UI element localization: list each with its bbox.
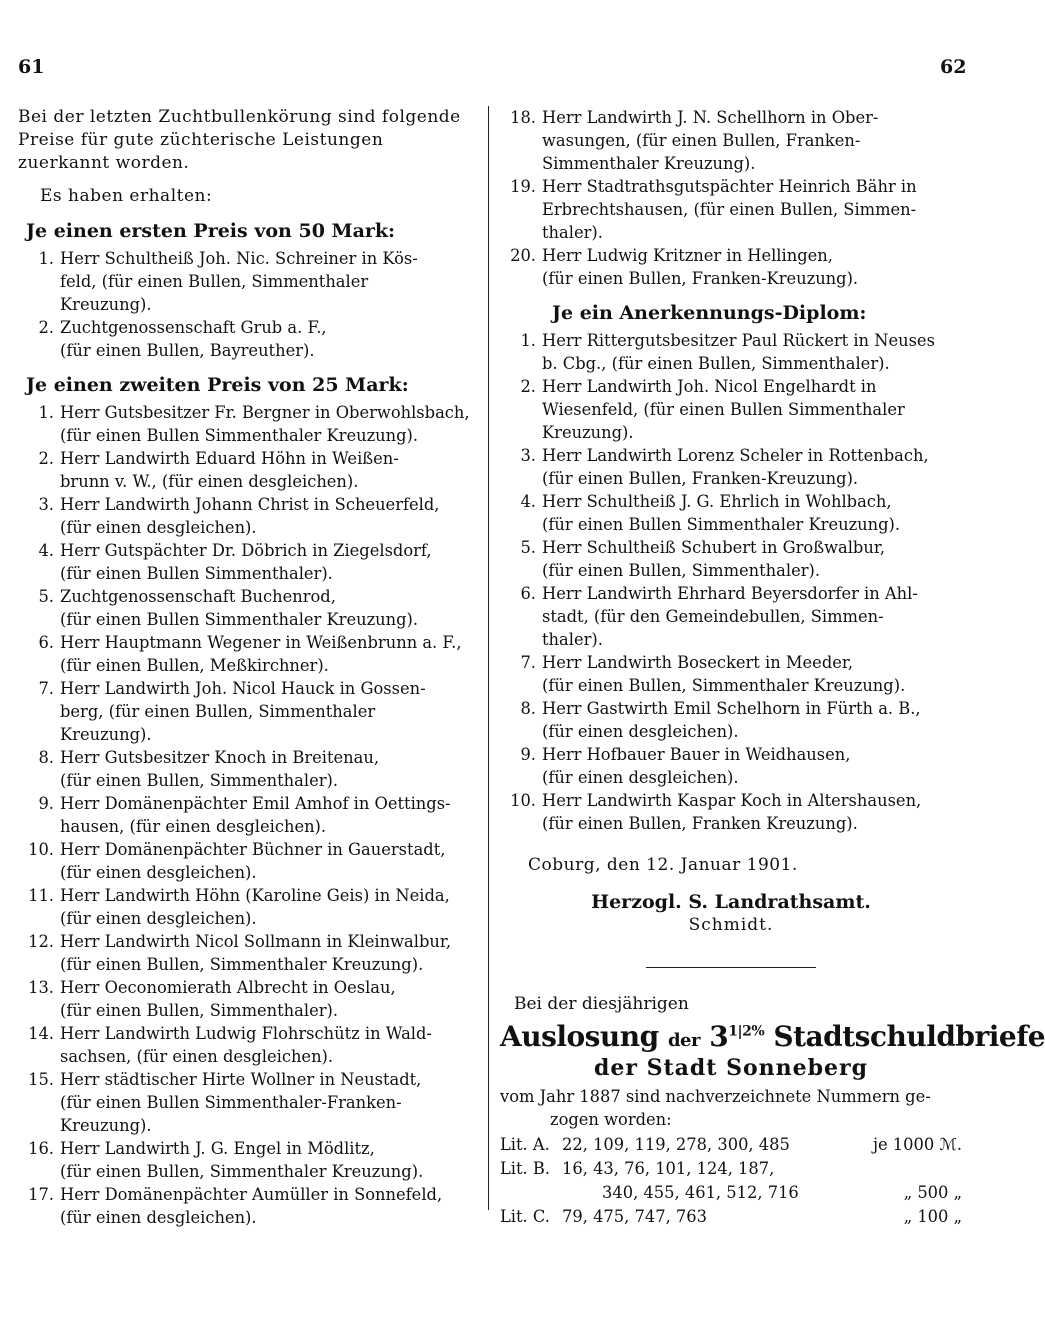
- list-item-line: b. Cbg., (für einen Bullen, Simmenthaler).: [542, 354, 890, 373]
- list-item-number: 3.: [520, 446, 536, 465]
- list-item-line: (für einen desgleichen).: [542, 768, 739, 787]
- list-item-number: 19.: [510, 177, 536, 196]
- list-item-text: [60, 247, 480, 316]
- lot-row: [500, 1157, 962, 1181]
- list-item-number: 13.: [28, 978, 54, 997]
- list-item: [18, 792, 480, 838]
- list-item-number: 3.: [38, 495, 54, 514]
- section-rule: [646, 967, 816, 968]
- list-item-line: (für einen Bullen, Franken Kreuzung).: [542, 814, 858, 833]
- list-item-number: 2.: [38, 449, 54, 468]
- list-item: [500, 444, 962, 490]
- list-item-text: [60, 792, 480, 838]
- lot-amount: [882, 1157, 962, 1181]
- list-item-line: Herr Landwirth Joh. Nicol Engelhardt in: [542, 377, 877, 396]
- list-item: [18, 585, 480, 631]
- list-item-text: [542, 697, 962, 743]
- notice-text-line: vom Jahr 1887 sind nachverzeichnete Nummern ge-: [500, 1087, 931, 1106]
- list-item-line: Herr Schultheiß Schubert in Großwalbur,: [542, 538, 886, 557]
- list-item-number: 15.: [28, 1070, 54, 1089]
- list-item-line: (für einen Bullen Simmenthaler Kreuzung).: [60, 610, 419, 629]
- list-item-text: [60, 976, 480, 1022]
- list-item-text: [542, 651, 962, 697]
- list-item-number: 5.: [520, 538, 536, 557]
- list-item-line: Herr Oeconomierath Albrecht in Oeslau,: [60, 978, 396, 997]
- lot-numbers: 22, 109, 119, 278, 300, 485: [562, 1135, 790, 1154]
- diploma-heading: Je ein Anerkennungs-Diplom:: [552, 302, 867, 324]
- list-item-line: hausen, (für einen desgleichen).: [60, 817, 327, 836]
- list-item-line: sachsen, (für einen desgleichen).: [60, 1047, 334, 1066]
- lot-numbers: 79, 475, 747, 763: [562, 1207, 707, 1226]
- list-item: [18, 884, 480, 930]
- right-column: [500, 106, 1045, 1229]
- list-item: [500, 697, 962, 743]
- list-item-number: 7.: [38, 679, 54, 698]
- list-item-line: Herr Landwirth Johann Christ in Scheuerfeld,: [60, 495, 440, 514]
- list-item: [500, 789, 962, 835]
- list-item-line: Herr Landwirth J. G. Engel in Mödlitz,: [60, 1139, 375, 1158]
- list-item-text: [542, 444, 962, 490]
- list-item-number: 6.: [38, 633, 54, 652]
- list-item-line: (für einen Bullen Simmenthaler Kreuzung).: [60, 426, 419, 445]
- list-item-number: 9.: [520, 745, 536, 764]
- dateline: Coburg, den 12. Januar 1901.: [528, 855, 798, 875]
- list-item: [500, 175, 962, 244]
- lot-row: [500, 1205, 962, 1229]
- list-item-line: Herr Landwirth Kaspar Koch in Altershausen,: [542, 791, 922, 810]
- list-item-line: Wiesenfeld, (für einen Bullen Simmenthaler: [542, 400, 905, 419]
- list-item: [500, 651, 962, 697]
- list-item-line: Simmenthaler Kreuzung).: [542, 154, 756, 173]
- list-item-line: (für einen Bullen Simmenthaler).: [60, 564, 333, 583]
- list-item-text: [60, 401, 480, 447]
- list-item-line: Herr Gutsbesitzer Knoch in Breitenau,: [60, 748, 380, 767]
- lot-label: Lit. A.: [500, 1135, 550, 1154]
- list-item-line: Herr Schultheiß Joh. Nic. Schreiner in Kös-: [60, 249, 418, 268]
- list-item-line: Herr Stadtrathsgutspächter Heinrich Bähr in: [542, 177, 917, 196]
- list-item-line: (für einen desgleichen).: [60, 909, 257, 928]
- list-item: [18, 677, 480, 746]
- list-item-line: (für einen Bullen, Bayreuther).: [60, 341, 315, 360]
- list-item-line: (für einen Bullen, Simmenthaler Kreuzung).: [542, 676, 906, 695]
- notice-city: der Stadt Sonneberg: [593, 1055, 869, 1081]
- lot-amount: „ 500 „: [903, 1183, 962, 1202]
- list-item-line: wasungen, (für einen Bullen, Franken-: [542, 131, 861, 150]
- list-item-text: [60, 631, 480, 677]
- list-item-line: Herr Landwirth Boseckert in Meeder,: [542, 653, 854, 672]
- list-item-line: Herr Landwirth Eduard Höhn in Weißen-: [60, 449, 399, 468]
- list-item-number: 10.: [510, 791, 536, 810]
- list-item-text: [60, 746, 480, 792]
- list-item-number: 9.: [38, 794, 54, 813]
- list-item-number: 2.: [38, 318, 54, 337]
- list-item-number: 14.: [28, 1024, 54, 1043]
- notice-title-fraction: 1|2: [728, 1023, 752, 1040]
- list-item-number: 4.: [520, 492, 536, 511]
- list-item-text: [60, 539, 480, 585]
- list-item-text: [60, 316, 480, 362]
- list-item-line: Herr Hauptmann Wegener in Weißenbrunn a. F.,: [60, 633, 462, 652]
- list-item-line: Herr Landwirth Ludwig Flohrschütz in Wald-: [60, 1024, 432, 1043]
- list-item-line: (für einen Bullen, Meßkirchner).: [60, 656, 329, 675]
- list-item-line: (für einen Bullen, Franken-Kreuzung).: [542, 269, 859, 288]
- lot-row: [500, 1133, 962, 1157]
- list-item-line: Kreuzung).: [60, 1116, 152, 1135]
- list-item-line: thaler).: [542, 223, 603, 242]
- list-item-line: Herr Gastwirth Emil Schelhorn in Fürth a. B.,: [542, 699, 921, 718]
- list-item-line: Erbrechtshausen, (für einen Bullen, Simmen-: [542, 200, 917, 219]
- list-item: [500, 106, 962, 175]
- list-item-line: berg, (für einen Bullen, Simmenthaler: [60, 702, 376, 721]
- column-divider: [488, 106, 489, 1210]
- list-item-text: [542, 536, 962, 582]
- list-item-line: (für einen Bullen Simmenthaler-Franken-: [60, 1093, 402, 1112]
- list-item-line: brunn v. W., (für einen desgleichen).: [60, 472, 359, 491]
- list-item-text: [60, 677, 480, 746]
- intro-line: Bei der letzten Zuchtbullenkörung sind folgende: [18, 107, 461, 127]
- list-item-line: Herr städtischer Hirte Wollner in Neustadt,: [60, 1070, 422, 1089]
- list-item-text: [60, 1022, 480, 1068]
- list-item-line: Herr Landwirth Höhn (Karoline Geis) in Neida,: [60, 886, 450, 905]
- intro-line: Es haben erhalten:: [40, 186, 213, 206]
- list-item-line: Herr Landwirth Ehrhard Beyersdorfer in Ahl-: [542, 584, 918, 603]
- list-item-line: Herr Landwirth Nicol Sollmann in Kleinwalbur,: [60, 932, 452, 951]
- notice-title: [500, 1020, 1045, 1053]
- list-item-number: 1.: [38, 249, 54, 268]
- list-item-line: (für einen Bullen, Simmenthaler).: [60, 1001, 339, 1020]
- office-name: Herzogl. S. Landrathsamt.: [591, 891, 871, 913]
- list-item-text: [60, 930, 480, 976]
- list-item: [18, 838, 480, 884]
- list-item-text: [60, 838, 480, 884]
- notice-intro: Bei der diesjährigen: [514, 994, 689, 1014]
- lot-label: Lit. B.: [500, 1159, 551, 1178]
- list-item: [18, 746, 480, 792]
- list-item-line: Herr Rittergutsbesitzer Paul Rückert in Neuses: [542, 331, 935, 350]
- list-item-line: Herr Domänenpächter Emil Amhof in Oettings-: [60, 794, 451, 813]
- list-item-line: stadt, (für den Gemeindebullen, Simmen-: [542, 607, 884, 626]
- notice-title-der: der: [667, 1030, 700, 1051]
- list-item-text: [542, 490, 962, 536]
- list-item-line: Zuchtgenossenschaft Grub a. F.,: [60, 318, 327, 337]
- list-item: [18, 539, 480, 585]
- list-item-number: 7.: [520, 653, 536, 672]
- lot-amount: „ 100 „: [903, 1207, 962, 1226]
- list-item-line: thaler).: [542, 630, 603, 649]
- list-item-line: Kreuzung).: [60, 725, 152, 744]
- list-item-text: [60, 1137, 480, 1183]
- list-item-number: 12.: [28, 932, 54, 951]
- list-item-text: [542, 582, 962, 651]
- list-item-line: (für einen Bullen, Simmenthaler Kreuzung).: [60, 1162, 424, 1181]
- notice-text: [500, 1085, 962, 1131]
- notice-title-word: Auslosung: [500, 1020, 659, 1053]
- list-item-text: [60, 447, 480, 493]
- first-prize-list: [18, 247, 480, 362]
- list-item: [18, 447, 480, 493]
- notice-text-line: zogen worden:: [550, 1110, 672, 1129]
- second-prize-list: [18, 401, 480, 1229]
- notice-title-word: Stadtschuldbriefe: [773, 1020, 1045, 1053]
- list-item-number: 4.: [38, 541, 54, 560]
- list-item-number: 10.: [28, 840, 54, 859]
- list-item-line: Kreuzung).: [542, 423, 634, 442]
- second-prize-list-continued: [500, 106, 962, 290]
- list-item-line: (für einen Bullen Simmenthaler Kreuzung).: [542, 515, 901, 534]
- list-item: [18, 493, 480, 539]
- diploma-list: [500, 329, 962, 835]
- list-item-line: Herr Domänenpächter Aumüller in Sonnefeld,: [60, 1185, 443, 1204]
- list-item-line: (für einen desgleichen).: [542, 722, 739, 741]
- lot-numbers: 16, 43, 76, 101, 124, 187,: [562, 1159, 775, 1178]
- list-item: [18, 1183, 480, 1229]
- list-item-number: 6.: [520, 584, 536, 603]
- list-item-line: (für einen Bullen, Simmenthaler).: [60, 771, 339, 790]
- list-item: [18, 1068, 480, 1137]
- list-item-line: (für einen Bullen, Simmenthaler).: [542, 561, 821, 580]
- list-item: [500, 490, 962, 536]
- list-item-text: [542, 175, 962, 244]
- list-item-text: [542, 244, 962, 290]
- list-item-number: 1.: [38, 403, 54, 422]
- list-item: [500, 329, 962, 375]
- list-item: [18, 247, 480, 316]
- list-item: [18, 401, 480, 447]
- list-item-line: Herr Domänenpächter Büchner in Gauerstadt,: [60, 840, 446, 859]
- list-item-line: (für einen desgleichen).: [60, 518, 257, 537]
- list-item: [18, 1022, 480, 1068]
- intro-line: Preise für gute züchterische Leistungen: [18, 130, 384, 150]
- list-item-number: 11.: [28, 886, 54, 905]
- list-item-line: Herr Gutspächter Dr. Döbrich in Ziegelsdorf,: [60, 541, 432, 560]
- list-item: [18, 976, 480, 1022]
- list-item-number: 2.: [520, 377, 536, 396]
- list-item-text: [542, 743, 962, 789]
- list-item-line: feld, (für einen Bullen, Simmenthaler: [60, 272, 369, 291]
- lot-numbers: 340, 455, 461, 512, 716: [602, 1183, 799, 1202]
- page-number-right: 62: [940, 56, 967, 78]
- signature: Schmidt.: [688, 915, 774, 935]
- lot-amount: je 1000 ℳ.: [872, 1135, 962, 1154]
- lot-label: [500, 1181, 562, 1205]
- list-item-text: [60, 1068, 480, 1137]
- list-item-text: [542, 329, 962, 375]
- list-item-number: 8.: [38, 748, 54, 767]
- list-item-line: Herr Landwirth Lorenz Scheler in Rottenbach,: [542, 446, 929, 465]
- list-item-number: 20.: [510, 246, 536, 265]
- list-item: [500, 743, 962, 789]
- notice-title-percent: %: [751, 1023, 765, 1040]
- list-item-line: (für einen desgleichen).: [60, 1208, 257, 1227]
- page-number-left: 61: [18, 56, 45, 78]
- intro-line: zuerkannt worden.: [18, 153, 190, 173]
- list-item-number: 8.: [520, 699, 536, 718]
- first-prize-heading: Je einen ersten Preis von 50 Mark:: [26, 220, 396, 242]
- list-item-text: [60, 1183, 480, 1229]
- list-item-line: Herr Hofbauer Bauer in Weidhausen,: [542, 745, 851, 764]
- list-item-text: [542, 789, 962, 835]
- list-item-line: (für einen Bullen, Simmenthaler Kreuzung).: [60, 955, 424, 974]
- list-item: [18, 631, 480, 677]
- list-item-number: 17.: [28, 1185, 54, 1204]
- notice-title-number: 3: [709, 1020, 729, 1053]
- list-item-line: Herr Schultheiß J. G. Ehrlich in Wohlbach,: [542, 492, 892, 511]
- list-item-line: Herr Landwirth J. N. Schellhorn in Ober-: [542, 108, 879, 127]
- list-item: [500, 375, 962, 444]
- list-item-line: Herr Ludwig Kritzner in Hellingen,: [542, 246, 833, 265]
- lot-row: [500, 1181, 962, 1205]
- list-item-line: Kreuzung).: [60, 295, 152, 314]
- list-item-line: Herr Gutsbesitzer Fr. Bergner in Oberwohlsbach,: [60, 403, 470, 422]
- list-item: [18, 316, 480, 362]
- list-item-text: [542, 106, 962, 175]
- list-item-line: (für einen desgleichen).: [60, 863, 257, 882]
- list-item-line: Herr Landwirth Joh. Nicol Hauck in Gossen-: [60, 679, 426, 698]
- list-item-text: [60, 884, 480, 930]
- list-item: [18, 930, 480, 976]
- list-item-number: 16.: [28, 1139, 54, 1158]
- list-item-line: (für einen Bullen, Franken-Kreuzung).: [542, 469, 859, 488]
- list-item-text: [60, 493, 480, 539]
- list-item-number: 1.: [520, 331, 536, 350]
- list-item: [500, 244, 962, 290]
- list-item-text: [60, 585, 480, 631]
- list-item-text: [542, 375, 962, 444]
- list-item-number: 5.: [38, 587, 54, 606]
- lot-label: Lit. C.: [500, 1207, 550, 1226]
- lot-list: [500, 1133, 962, 1229]
- left-column: [18, 106, 480, 1229]
- second-prize-heading: Je einen zweiten Preis von 25 Mark:: [26, 374, 409, 396]
- list-item: [500, 582, 962, 651]
- list-item: [18, 1137, 480, 1183]
- list-item-line: Zuchtgenossenschaft Buchenrod,: [60, 587, 336, 606]
- list-item-number: 18.: [510, 108, 536, 127]
- list-item: [500, 536, 962, 582]
- intro-paragraph: [18, 106, 480, 208]
